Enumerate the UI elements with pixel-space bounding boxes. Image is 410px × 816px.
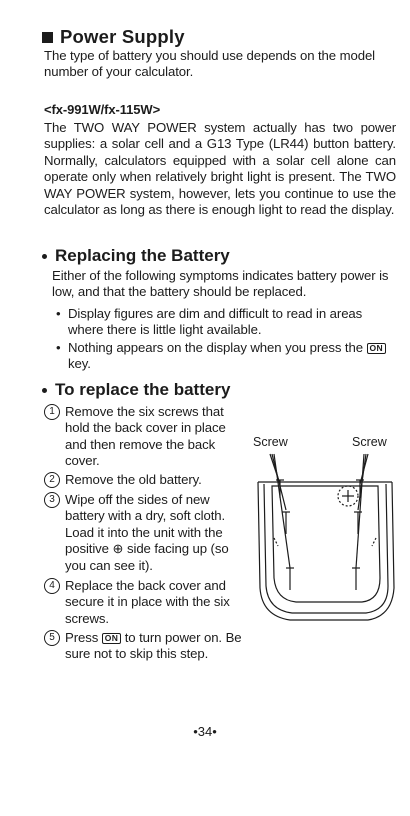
- model-heading: <fx-991W/fx-115W>: [44, 102, 161, 117]
- step-number: 2: [44, 472, 60, 488]
- procedure-heading-text: To replace the battery: [55, 380, 231, 399]
- step-number: 3: [44, 492, 60, 508]
- on-key-icon: ON: [367, 343, 386, 354]
- step-item: [44, 578, 244, 627]
- calculator-back-illustration: [250, 450, 398, 625]
- symptom-text-part: key.: [68, 356, 91, 372]
- step-text-part: Press: [65, 630, 99, 645]
- square-bullet-icon: [42, 32, 53, 43]
- step-text: Replace the back cover and secure it in place with the six screws.: [65, 578, 230, 626]
- bullet-icon: [42, 254, 47, 259]
- step-text: Remove the old battery.: [65, 472, 202, 487]
- step-text: Remove the six screws that hold the back cover in place and then remove the back cover.: [65, 404, 226, 469]
- replacing-heading: [42, 246, 230, 266]
- step-number: 4: [44, 578, 60, 594]
- step-number: 1: [44, 404, 60, 420]
- screw-label-right: Screw: [352, 435, 387, 449]
- symptom-text: [68, 340, 392, 373]
- step-item: [44, 492, 246, 574]
- replacing-intro: Either of the following symptoms indicates battery power is low, and that the battery should be replaced.: [52, 268, 389, 300]
- bullet-icon: •: [56, 306, 61, 321]
- symptom-text: Display figures are dim and difficult to read in areas where there is little light available.: [68, 306, 363, 338]
- page-number: •34•: [193, 724, 217, 739]
- step-number: 5: [44, 630, 60, 646]
- symptom-item: [56, 306, 392, 339]
- step-text-part: to turn power on. Be sure not to skip this step.: [65, 630, 242, 662]
- step-text: [65, 630, 244, 663]
- step-item: [44, 472, 244, 488]
- section-title: [42, 26, 185, 48]
- step-text: Wipe off the sides of new battery with a dry, soft cloth. Load it into the unit with the positive ⊕ side facing up (so you can see it).: [65, 492, 229, 573]
- step-item: [44, 630, 244, 663]
- symptom-item: [56, 340, 392, 373]
- replacing-heading-text: Replacing the Battery: [55, 246, 230, 265]
- step-item: [44, 404, 244, 470]
- on-key-icon: ON: [102, 633, 121, 644]
- model-description: The TWO WAY POWER system actually has two power supplies: a solar cell and a G13 Type (LR44) button battery. Normally, calculators equipped with a solar cell alone can operate only when relatively bright light is present. The TWO WAY POWER system, however, lets you continue to use the calculator as long as there is enough light to read the display.: [44, 120, 396, 218]
- bullet-icon: •: [56, 340, 61, 355]
- section-intro: The type of battery you should use depends on the model number of your calculator.: [44, 48, 376, 80]
- section-title-text: Power Supply: [60, 26, 185, 47]
- bullet-icon: [42, 388, 47, 393]
- procedure-heading: [42, 380, 230, 400]
- screw-label-left: Screw: [253, 435, 288, 449]
- symptom-text-part: Nothing appears on the display when you press the: [68, 340, 363, 355]
